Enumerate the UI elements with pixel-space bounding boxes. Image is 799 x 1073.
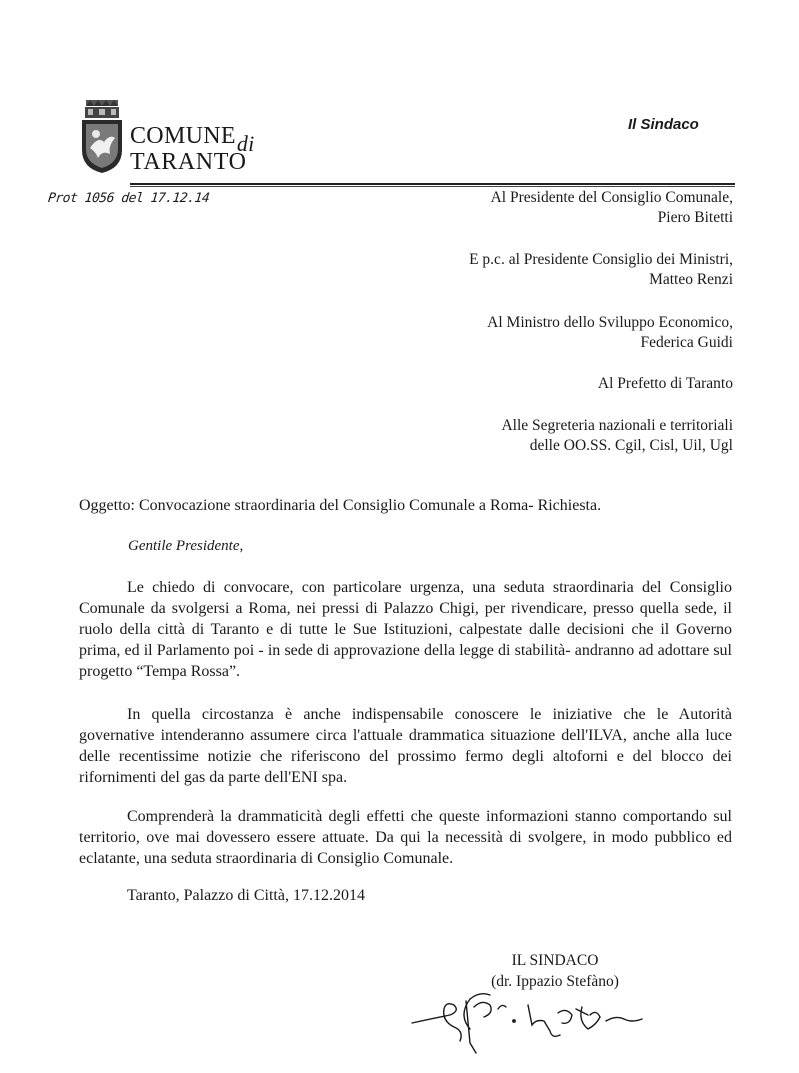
recipient-line: delle OO.SS. Cgil, Cisl, Uil, Ugl xyxy=(529,437,733,454)
letterhead-comune: COMUNEdi xyxy=(130,123,255,156)
letterhead-di: di xyxy=(236,131,255,156)
signatory-name: (dr. Ippazio Stefàno) xyxy=(491,973,619,990)
letterhead-rule-thin xyxy=(130,186,735,187)
recipient-block xyxy=(598,374,733,394)
recipient-block xyxy=(487,313,733,353)
signatory-title: IL SINDACO xyxy=(511,952,599,969)
recipient-line: Al Prefetto di Taranto xyxy=(597,375,733,392)
recipient-line: Alle Segreteria nazionali e territoriali xyxy=(501,417,733,434)
letterhead-rule xyxy=(130,183,735,185)
recipient-block xyxy=(491,188,733,228)
recipient-line: Federica Guidi xyxy=(640,334,733,351)
recipient-line: Al Ministro dello Sviluppo Economico, xyxy=(487,314,733,331)
subject-line: Oggetto: Convocazione straordinaria del Consiglio Comunale a Roma- Richiesta. xyxy=(79,497,602,514)
recipient-line: Piero Bitetti xyxy=(657,209,733,226)
protocol-number: Prot 1056 del 17.12.14 xyxy=(47,191,210,206)
recipient-block xyxy=(469,250,733,290)
body-paragraph: Comprenderà la drammaticità degli effetti che queste informazioni stanno comportando sul territorio, ove mai dovessero essere attuate. Da qui la necessità di svolgere, in modo pubblico ed eclatante, una seduta straordinaria di Consiglio Comunale. xyxy=(79,808,732,867)
greeting: Gentile Presidente, xyxy=(128,538,244,554)
handwritten-signature xyxy=(410,985,650,1055)
place-date: Taranto, Palazzo di Città, 17.12.2014 xyxy=(127,887,365,904)
letterhead-office: Il Sindaco xyxy=(628,116,699,133)
body-paragraph: In quella circostanza è anche indispensabile conoscere le iniziative che le Autorità governative intenderanno assumere circa l'attuale drammatica situazione dell'ILVA, anche alla luce delle recentissime notizie che riferiscono del prossimo fermo degli altoforni e del blocco dei rifornimenti del gas da parte dell'ENI spa. xyxy=(79,706,732,786)
recipient-line: Al Presidente del Consiglio Comunale, xyxy=(490,189,733,206)
recipient-line: Matteo Renzi xyxy=(649,271,733,288)
recipient-line: E p.c. al Presidente Consiglio dei Ministri, xyxy=(469,251,733,268)
recipient-block xyxy=(501,416,733,456)
letterhead-city: TARANTO xyxy=(130,149,247,175)
city-coat-of-arms-icon xyxy=(80,98,124,174)
body-paragraph: Le chiedo di convocare, con particolare urgenza, una seduta straordinaria del Consiglio Comunale da svolgersi a Roma, nei pressi di Palazzo Chigi, per rivendicare, presso quella sede, il ruolo della città di Taranto e di tutte le Sue Istituzioni, calpestate dalle decisioni che il Governo prima, ed il Parlamento poi - in sede di approvazione della legge di stabilità- andranno ad adottare sul progetto “Tempa Rossa”. xyxy=(79,579,732,680)
